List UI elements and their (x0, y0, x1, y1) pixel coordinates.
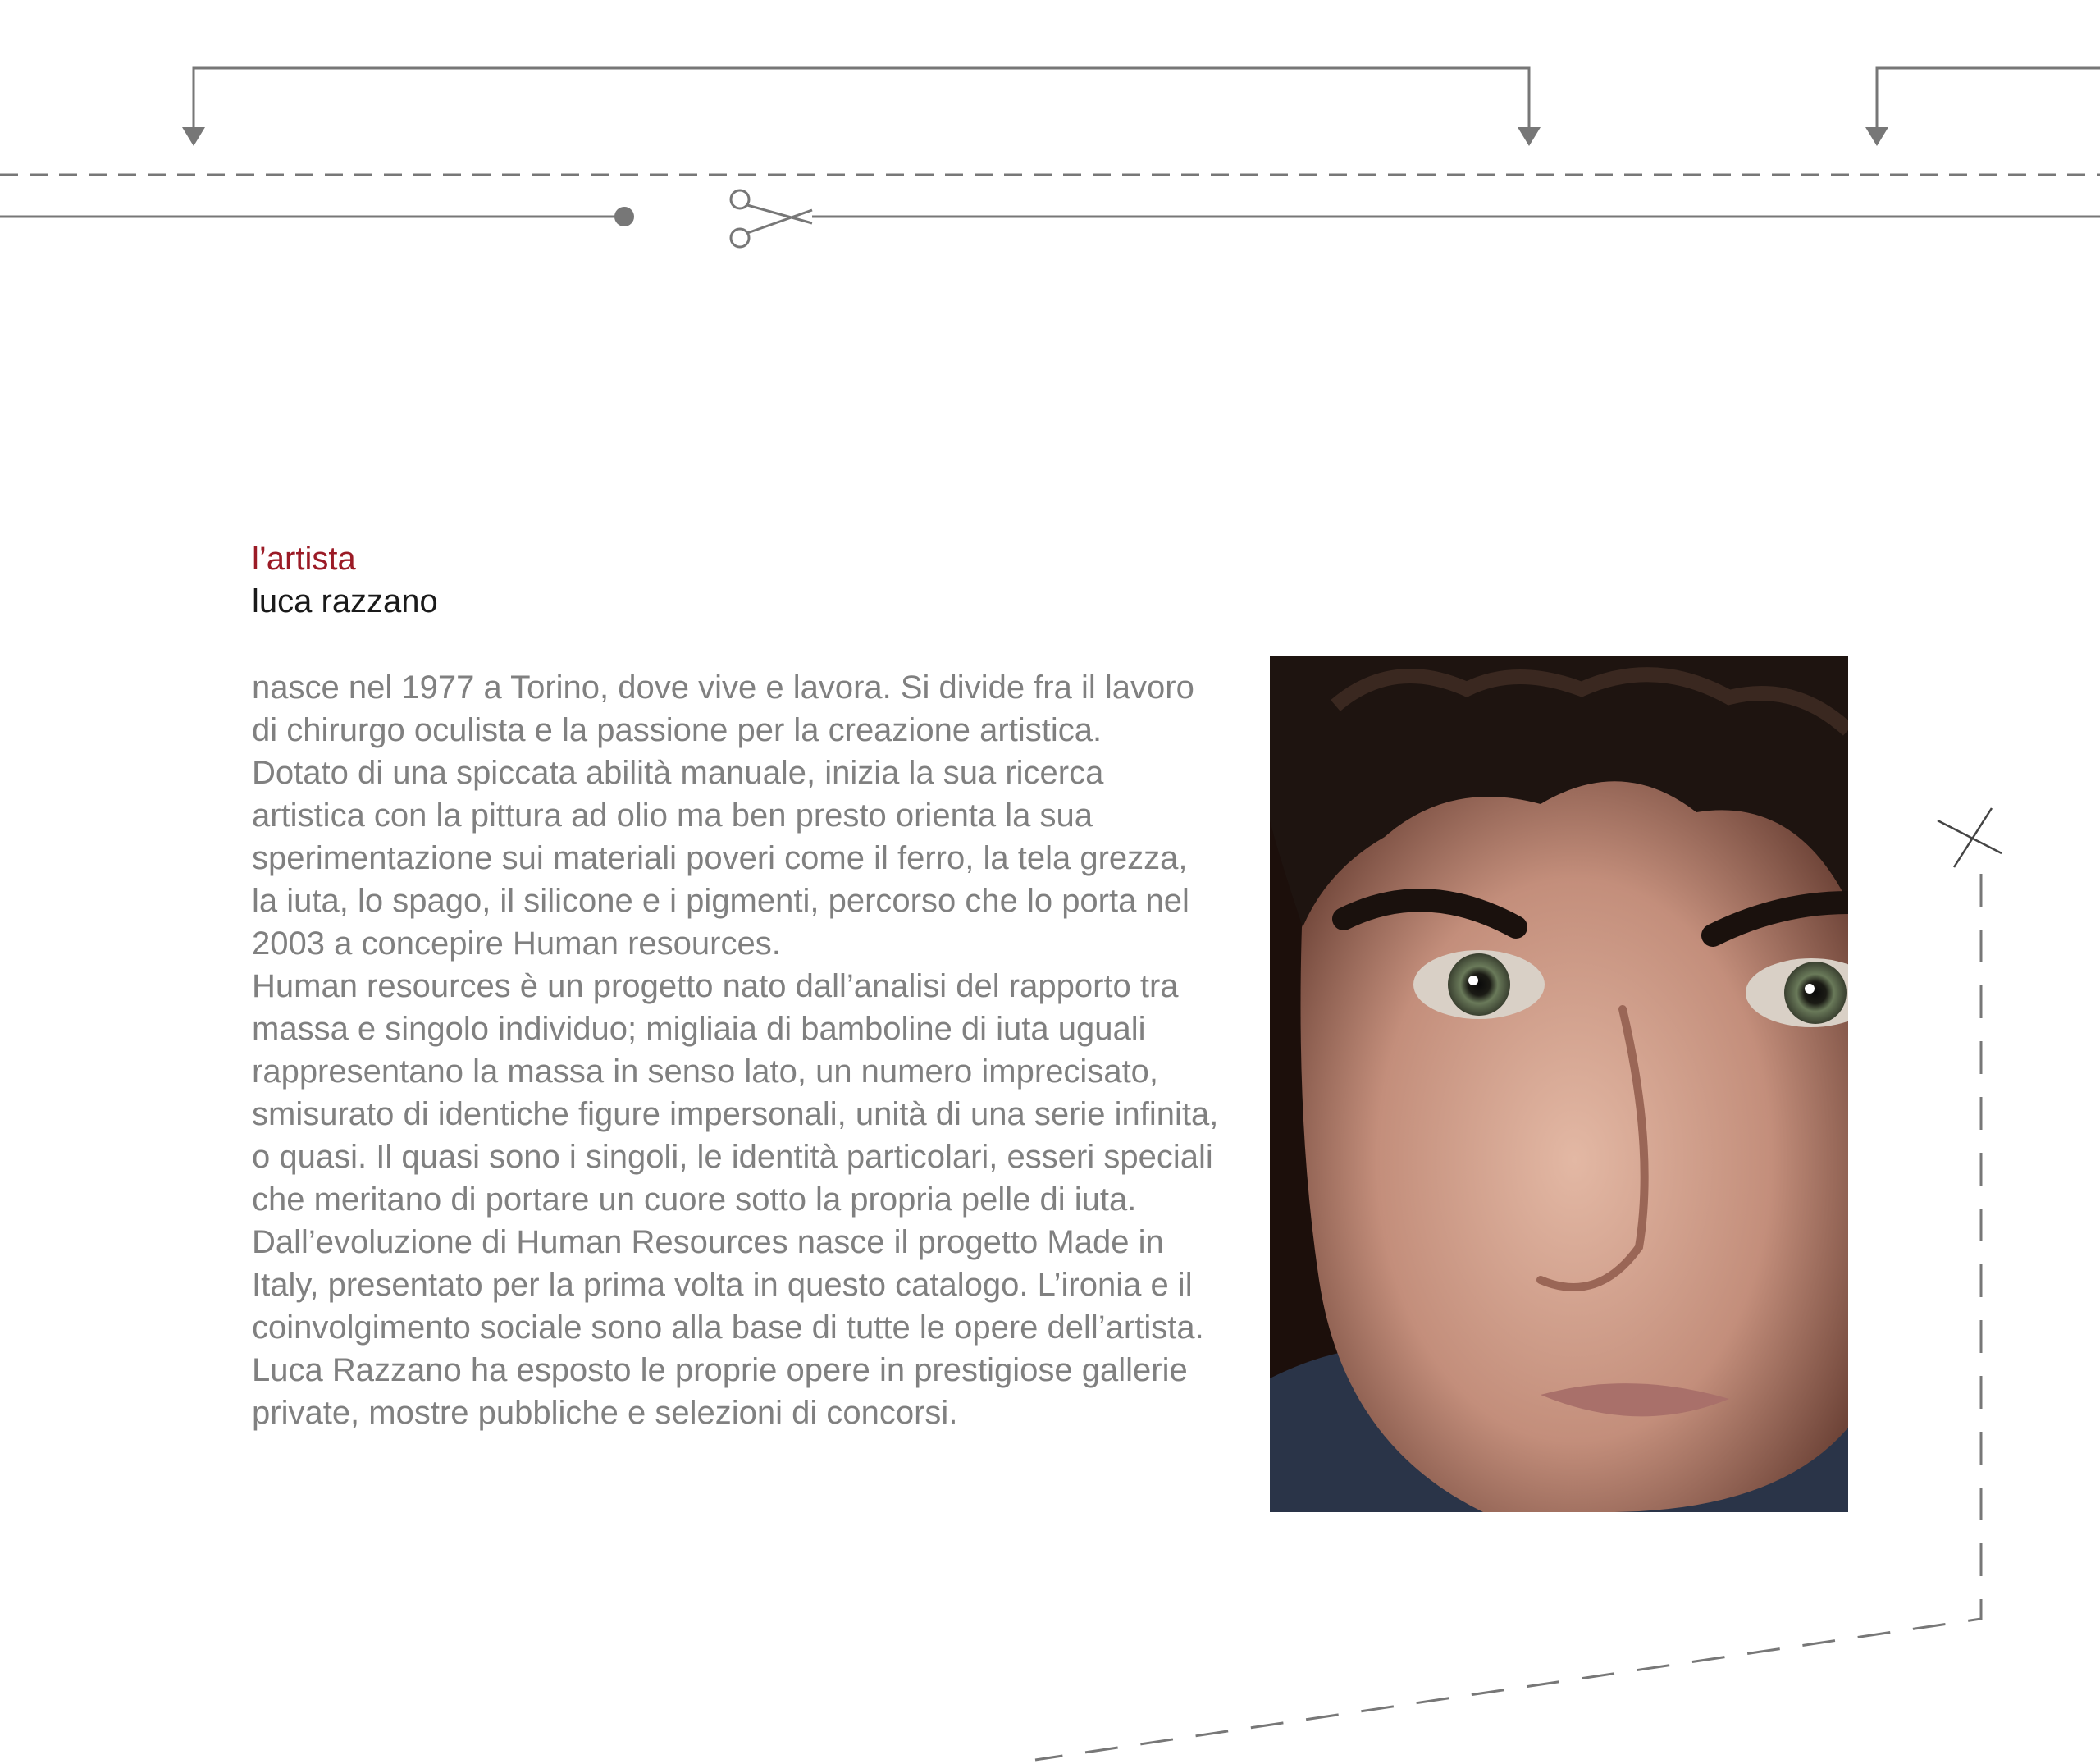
section-kicker: l’artista (252, 541, 356, 577)
cut-mark-icon (1938, 808, 2002, 867)
bracket-line (194, 68, 1529, 135)
bullet-dot (614, 207, 634, 226)
eye-left-iris (1448, 953, 1510, 1016)
bio-paragraph: nasce nel 1977 a Torino, dove vive e lavora. Si divide fra il lavoro di chirurgo oculista e la passione per la creazione artistica. (252, 669, 1194, 748)
artist-bio (252, 666, 1220, 1434)
bio-paragraph: Luca Razzano ha esposto le proprie opere in prestigiose gallerie private, mostre pubbliche e selezioni di concorsi. (252, 1352, 1188, 1431)
arrow-down-icon (182, 127, 205, 146)
bio-paragraph: Human resources è un progetto nato dall’analisi del rapporto tra massa e singolo individuo; migliaia di bamboline di iuta uguali rappresentano la massa in senso lato, un numero imprecisato, smisurato di identiche figure impersonali, unità di una serie infinita, o quasi. Il quasi sono i singoli, le identità particolari, esseri speciali che meritano di portare un cuore sotto la propria pelle di iuta. Dall’evoluzione di Human Resources nasce il progetto Made in Italy, presentato per la prima volta in questo catalogo. L’ironia e il coinvolgimento sociale sono alla base di tutte le opere dell’artista. (252, 968, 1219, 1346)
artist-portrait (1270, 656, 1848, 1512)
artist-name: luca razzano (252, 583, 438, 619)
bio-paragraph: Dotato di una spiccata abilità manuale, inizia la sua ricerca artistica con la pittura ad olio ma ben presto orienta la sua sperimentazione sui materiali poveri come il ferro, la tela grezza, la iuta, lo spago, il silicone e i pigmenti, percorso che lo porta nel 2003 a concepire Human resources. (252, 755, 1189, 962)
artist-heading (252, 537, 438, 623)
arrow-down-icon (1865, 127, 1888, 146)
eye-right-iris (1784, 962, 1847, 1024)
eye-left-highlight (1468, 976, 1478, 985)
scissors-icon (731, 190, 812, 247)
bracket-line-right (1877, 68, 2100, 135)
eye-right-highlight (1805, 984, 1815, 994)
arrow-down-icon (1518, 127, 1541, 146)
